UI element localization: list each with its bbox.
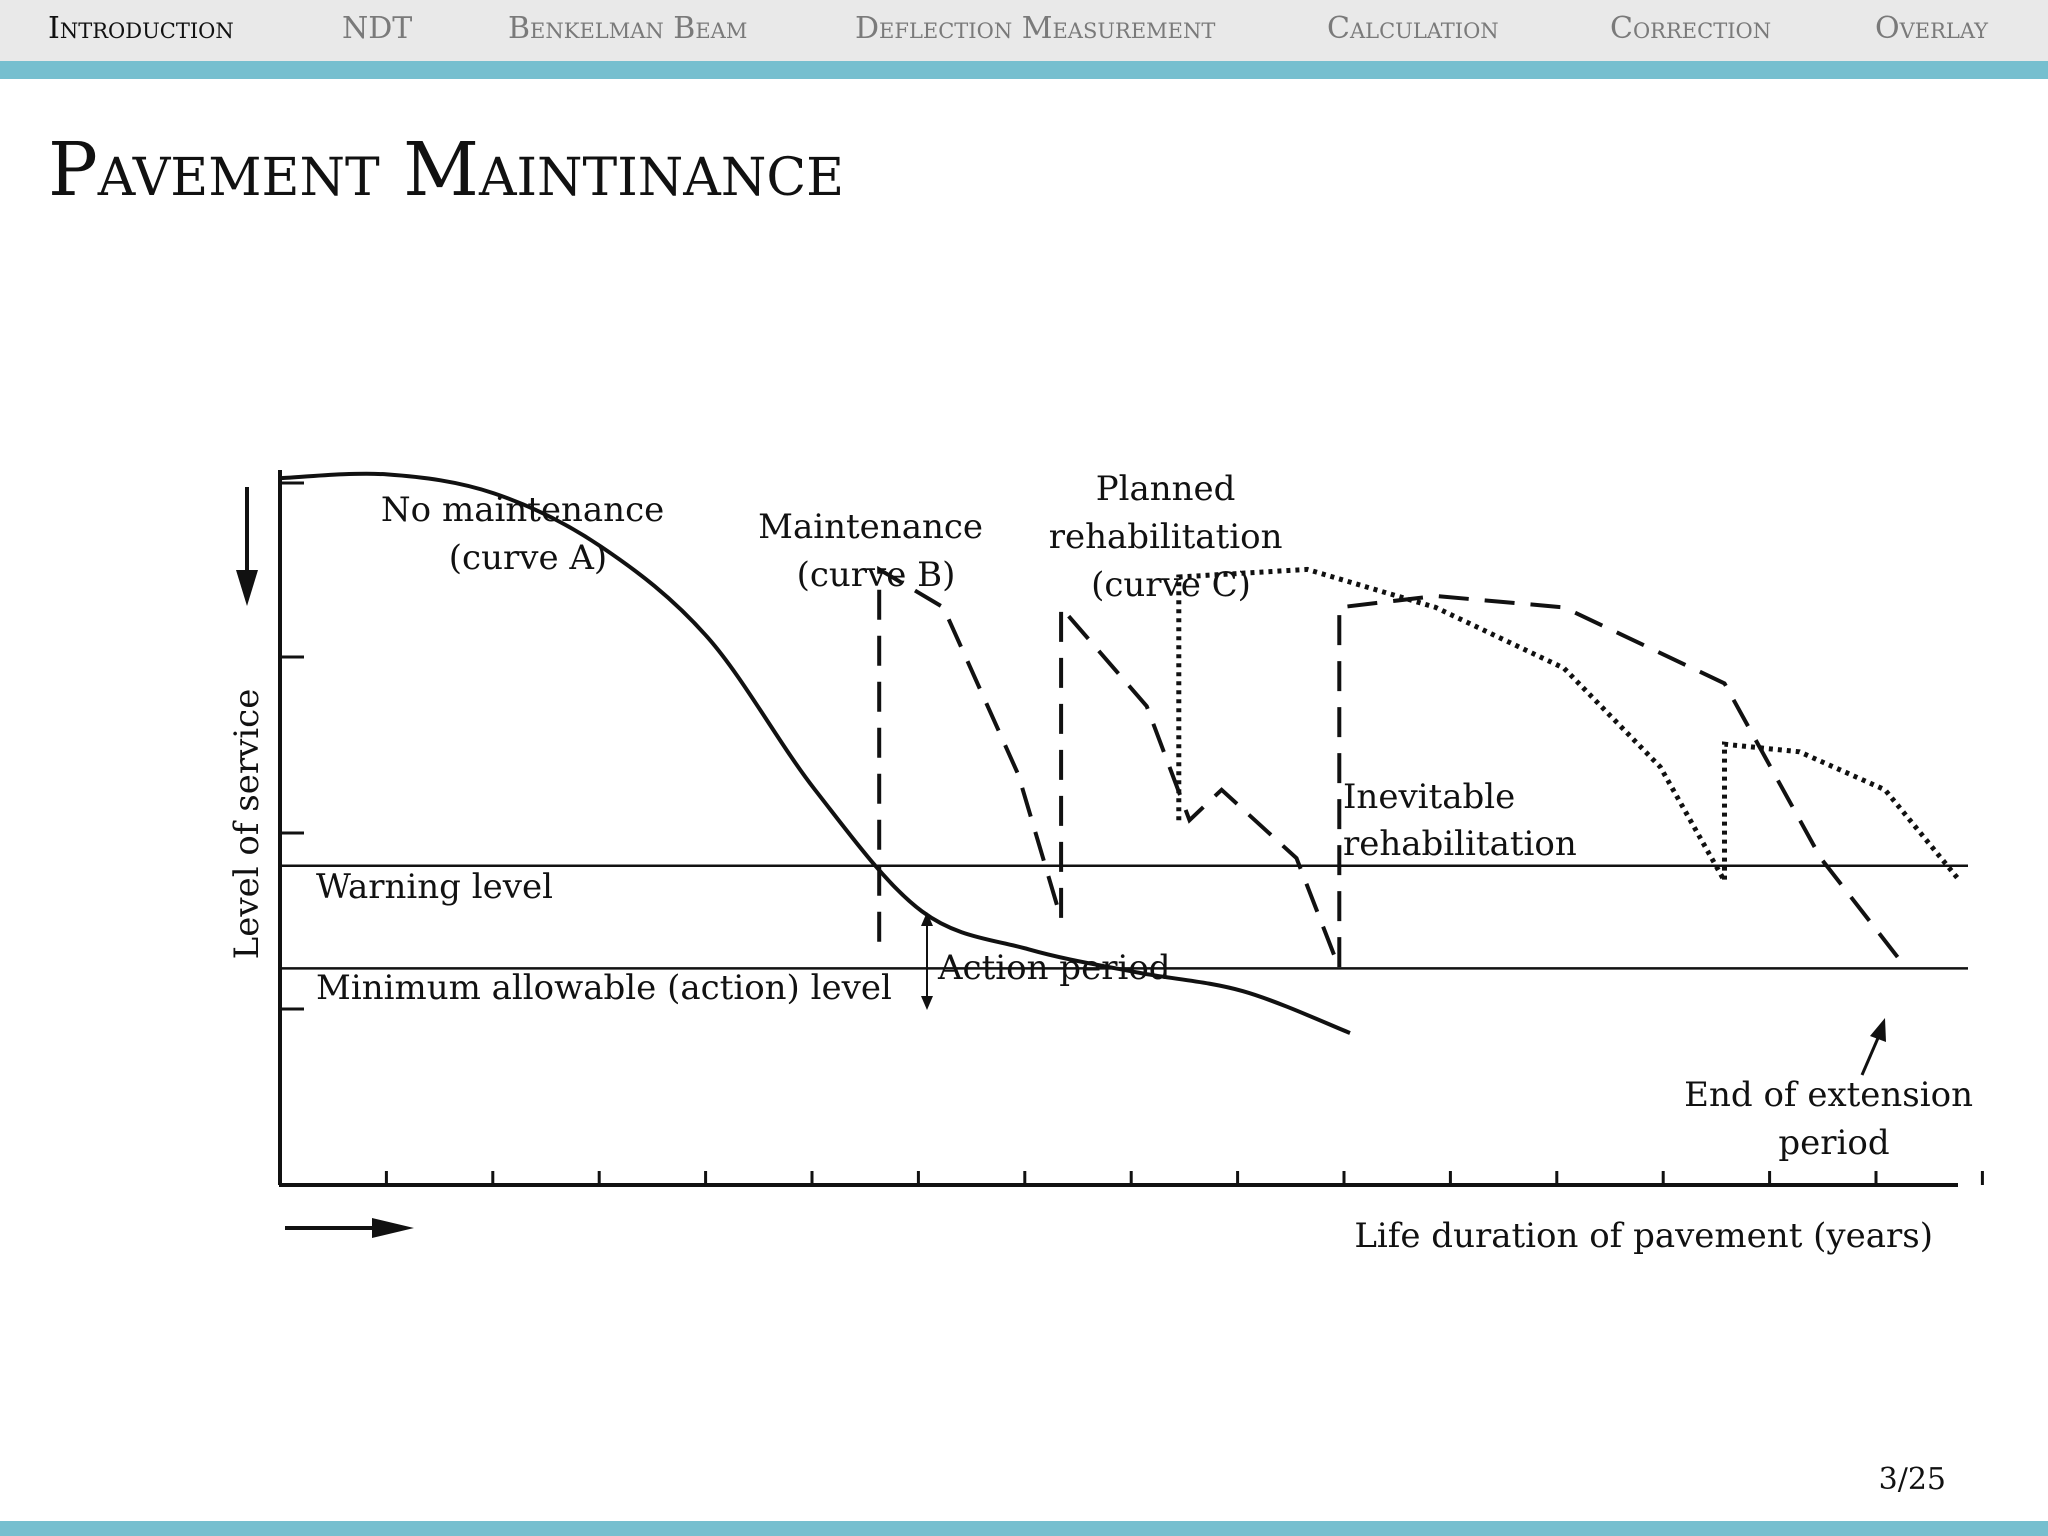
action-level-label: Minimum allowable (action) level <box>316 968 892 1008</box>
nav-item-overlay[interactable]: Overlay <box>1875 11 1989 46</box>
footer-accent-bar <box>0 1521 2048 1536</box>
y-axis-label: Level of service <box>227 688 267 960</box>
curve-c-label: Planned rehabilitation (curve C) <box>1048 469 1283 605</box>
nav-item-benkelman-beam[interactable]: Benkelman Beam <box>508 11 748 46</box>
page-number: 3/25 <box>1878 1462 1946 1497</box>
end-extension-label: End of extension period <box>1684 1075 1974 1163</box>
action-period-arrow <box>921 912 933 1010</box>
nav-item-calculation[interactable]: Calculation <box>1327 11 1499 46</box>
inevitable-rehabilitation-label: Inevitable rehabilitation <box>1343 777 1577 864</box>
warning-level-label: Warning level <box>316 867 553 907</box>
nav-item-ndt[interactable]: NDT <box>342 11 413 46</box>
curve-b-line <box>879 569 1906 968</box>
curve-a-label: No maintenance (curve A) <box>380 490 665 578</box>
x-axis-label: Life duration of pavement (years) <box>1354 1216 1933 1256</box>
nav-item-deflection-measurement[interactable]: Deflection Measurement <box>855 11 1216 46</box>
curve-b-label: Maintenance (curve B) <box>758 507 984 595</box>
end-extension-arrow <box>1862 1018 1886 1075</box>
x-axis-right-arrow <box>285 1218 414 1238</box>
nav-item-correction[interactable]: Correction <box>1610 11 1772 46</box>
nav-item-introduction[interactable]: Introduction <box>48 11 234 46</box>
action-period-label: Action period <box>938 948 1171 988</box>
y-axis-down-arrow <box>236 487 258 606</box>
page-title: Pavement Maintinance <box>48 127 845 213</box>
